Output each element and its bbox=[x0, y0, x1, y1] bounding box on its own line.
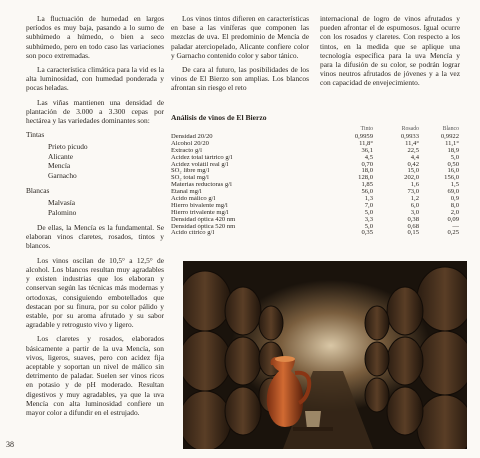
table-cell: 1,5 bbox=[450, 181, 459, 189]
table-cell: 7,0 bbox=[364, 201, 373, 209]
tintas-list bbox=[26, 142, 164, 180]
table-cell: 56,0 bbox=[361, 188, 373, 196]
table-cell: 36,1 bbox=[361, 146, 373, 154]
text-column-2 bbox=[171, 14, 309, 98]
row-label: Densidad óptica 420 nm bbox=[171, 216, 236, 223]
paragraph: La fluctuación de humedad en largos períodos es muy baja, pasando a lo sumo de subhúmedo a húmedo, o bien a seco subhúmedo, pero en todo caso las variaciones son poco extremadas. bbox=[26, 14, 164, 60]
table-cell: 5,0 bbox=[450, 153, 459, 161]
paragraph: Los vinos tintos difieren en características en base a las viníferas que componen las mezclas de uva. El predominio de Mencía de paladar aterciopelado, Alicante confiere color y Garnacho contenido color y sabor tánico. bbox=[171, 14, 309, 60]
table-cell: 0,35 bbox=[361, 229, 373, 237]
text-column-3 bbox=[320, 14, 460, 93]
table-row bbox=[171, 203, 467, 210]
table-cell: 2,0 bbox=[450, 208, 459, 216]
row-label: SO₂ total mg/l bbox=[171, 175, 209, 182]
table-cell: 202,0 bbox=[404, 174, 419, 182]
paragraph: La característica climática para la vid es la alta luminosidad, con humedad ponderada y pocas heladas. bbox=[26, 65, 164, 93]
table-cell: 1,85 bbox=[361, 181, 373, 189]
paragraph: Las viñas mantienen una densidad de plantación de 3.000 a 3.300 cepas por hectárea y las variedades dominantes son: bbox=[26, 97, 164, 126]
analysis-table bbox=[171, 126, 467, 237]
table-cell: 18,9 bbox=[447, 146, 459, 154]
paragraph: De cara al futuro, las posibilidades de los vinos de El Bierzo son amplias. Los blancos afrontan sin riesgo el reto bbox=[171, 65, 309, 93]
table-body bbox=[171, 134, 467, 237]
row-label: Acidez volátil real g/l bbox=[171, 161, 229, 168]
table-cell: 6,0 bbox=[410, 201, 419, 209]
row-label: Acidez total tártrico g/l bbox=[171, 154, 233, 161]
text-column-1 bbox=[26, 14, 164, 422]
table-cell: 0,9933 bbox=[400, 133, 419, 140]
page-number: 38 bbox=[6, 440, 14, 449]
column-header-blanco: Blanco bbox=[442, 126, 459, 132]
table-header-row bbox=[171, 126, 467, 134]
table-row bbox=[171, 189, 467, 196]
table-cell: 11,8° bbox=[359, 139, 373, 147]
list-item: Malvasía bbox=[48, 198, 76, 208]
row-label: Hierro trivalente mg/l bbox=[171, 209, 229, 216]
table-cell: — bbox=[452, 222, 459, 230]
blancas-group bbox=[26, 186, 164, 217]
table-row bbox=[171, 134, 467, 141]
table-row bbox=[171, 148, 467, 155]
table-row bbox=[171, 224, 467, 231]
list-item: Alicante bbox=[48, 151, 74, 161]
list-item: Palomino bbox=[48, 207, 77, 217]
blancas-heading: Blancas bbox=[26, 186, 50, 196]
table-cell: 0,9959 bbox=[354, 133, 373, 140]
table-cell: 156,0 bbox=[444, 174, 459, 182]
paragraph: De ellas, la Mencía es la fundamental. Se elaboran vinos claretes, rosados, tintos y blancos. bbox=[26, 223, 164, 251]
table-cell: 69,0 bbox=[447, 188, 459, 196]
column-header-tinto: Tinto bbox=[360, 126, 373, 132]
table-cell: 0,68 bbox=[407, 222, 419, 230]
table-cell: 4,4 bbox=[410, 153, 419, 161]
table-cell: 1,6 bbox=[410, 181, 419, 189]
table-cell: 11,4° bbox=[405, 139, 419, 147]
table-row bbox=[171, 155, 467, 162]
row-label: Densidad óptica 520 nm bbox=[171, 223, 236, 230]
table-cell: 1,3 bbox=[364, 195, 373, 203]
table-title: Análisis de vinos de El Bierzo bbox=[171, 113, 267, 122]
list-item: Mencía bbox=[48, 161, 71, 171]
blancas-list bbox=[26, 198, 164, 217]
table-cell: 0,9922 bbox=[440, 133, 459, 140]
row-label: SO₂ libre mg/l bbox=[171, 168, 210, 175]
table-row bbox=[171, 162, 467, 169]
row-label: Extracto g/l bbox=[171, 147, 202, 154]
list-item: Prieto picudo bbox=[48, 142, 88, 152]
table-cell: 1,2 bbox=[410, 195, 419, 203]
table-cell: 15,0 bbox=[407, 167, 419, 175]
table-cell: 22,5 bbox=[407, 146, 419, 154]
table-cell: 18,0 bbox=[361, 167, 373, 175]
table-cell: 0,42 bbox=[407, 160, 419, 168]
table-cell: 0,50 bbox=[447, 160, 459, 168]
table-cell: 0,9 bbox=[450, 195, 459, 203]
table-cell: 73,0 bbox=[407, 188, 419, 196]
column-header-rosado: Rosado bbox=[401, 126, 419, 132]
table-cell: 3,3 bbox=[364, 215, 373, 223]
paragraph: Los claretes y rosados, elaborados básicamente a partir de la uva Mencía, son vivos, ligeros, suaves, pero con acidez fija aceptable y soportan un nivel de málico sin detrimento de paladar. Suelen ser vinos ricos en potasio y de pH moderado. Resultan digestivos y muy agradables, ya que la uva Mencía con alta luminosidad confiere un mayor color a difundir en el estrujado. bbox=[26, 334, 164, 417]
table-row bbox=[171, 210, 467, 217]
tintas-heading: Tintas bbox=[26, 130, 45, 140]
table-row bbox=[171, 230, 467, 237]
table-cell: 0,15 bbox=[407, 229, 419, 237]
table-cell: 0,25 bbox=[447, 229, 459, 237]
table-cell: 5,0 bbox=[364, 208, 373, 216]
row-label: Densidad 20/20 bbox=[171, 134, 213, 140]
table-cell: 0,09 bbox=[447, 215, 459, 223]
paragraph: Los vinos oscilan de 10,5° a 12,5° de alcohol. Los blancos resultan muy agradables y existen industrias que los elaboran y conservan según las técnicas más modernas y ortodoxas, consiguiendo embotellados que destacan por su finura, por su color pálido y estable, por su aroma afrutado y su sabor agradable y retrogusto vivo y ligero. bbox=[26, 255, 164, 330]
table-row bbox=[171, 168, 467, 175]
table-cell: 8,0 bbox=[450, 201, 459, 209]
row-label: Hierro bivalente mg/l bbox=[171, 202, 228, 209]
table-row bbox=[171, 141, 467, 148]
row-label: Etanal mg/l bbox=[171, 189, 202, 196]
table-cell: 0,38 bbox=[407, 215, 419, 223]
table-cell: 0,70 bbox=[361, 160, 373, 168]
table-cell: 3,0 bbox=[410, 208, 419, 216]
table-cell: 128,0 bbox=[358, 174, 373, 182]
wine-cellar-photo bbox=[183, 261, 467, 449]
paragraph: internacional de logro de vinos afrutados y pueden afrontar el de espumosos. Igual ocurre con los rosados y claretes. Con respecto a los tintos, en la medida que se aplique una tecnología específica para la uva Mencía y para la difusión de su color, se podrán lograr vinos neutros afrutados de jóvenes y a la vez con capacidad de envejecimiento. bbox=[320, 14, 460, 88]
row-label: Ácido málico g/l bbox=[171, 196, 216, 203]
table-cell: 5,0 bbox=[364, 222, 373, 230]
table-row bbox=[171, 196, 467, 203]
table-row bbox=[171, 182, 467, 189]
list-item: Garnacho bbox=[48, 170, 77, 180]
tintas-group bbox=[26, 130, 164, 180]
row-label: Alcohol 20/20 bbox=[171, 140, 209, 147]
table-cell: 16,0 bbox=[447, 167, 459, 175]
row-label: Materias reductoras g/l bbox=[171, 182, 232, 189]
row-label: Ácido cítrico g/l bbox=[171, 230, 215, 237]
table-cell: 4,5 bbox=[364, 153, 373, 161]
table-row bbox=[171, 217, 467, 224]
table-row bbox=[171, 175, 467, 182]
table-cell: 11,1° bbox=[445, 139, 459, 147]
